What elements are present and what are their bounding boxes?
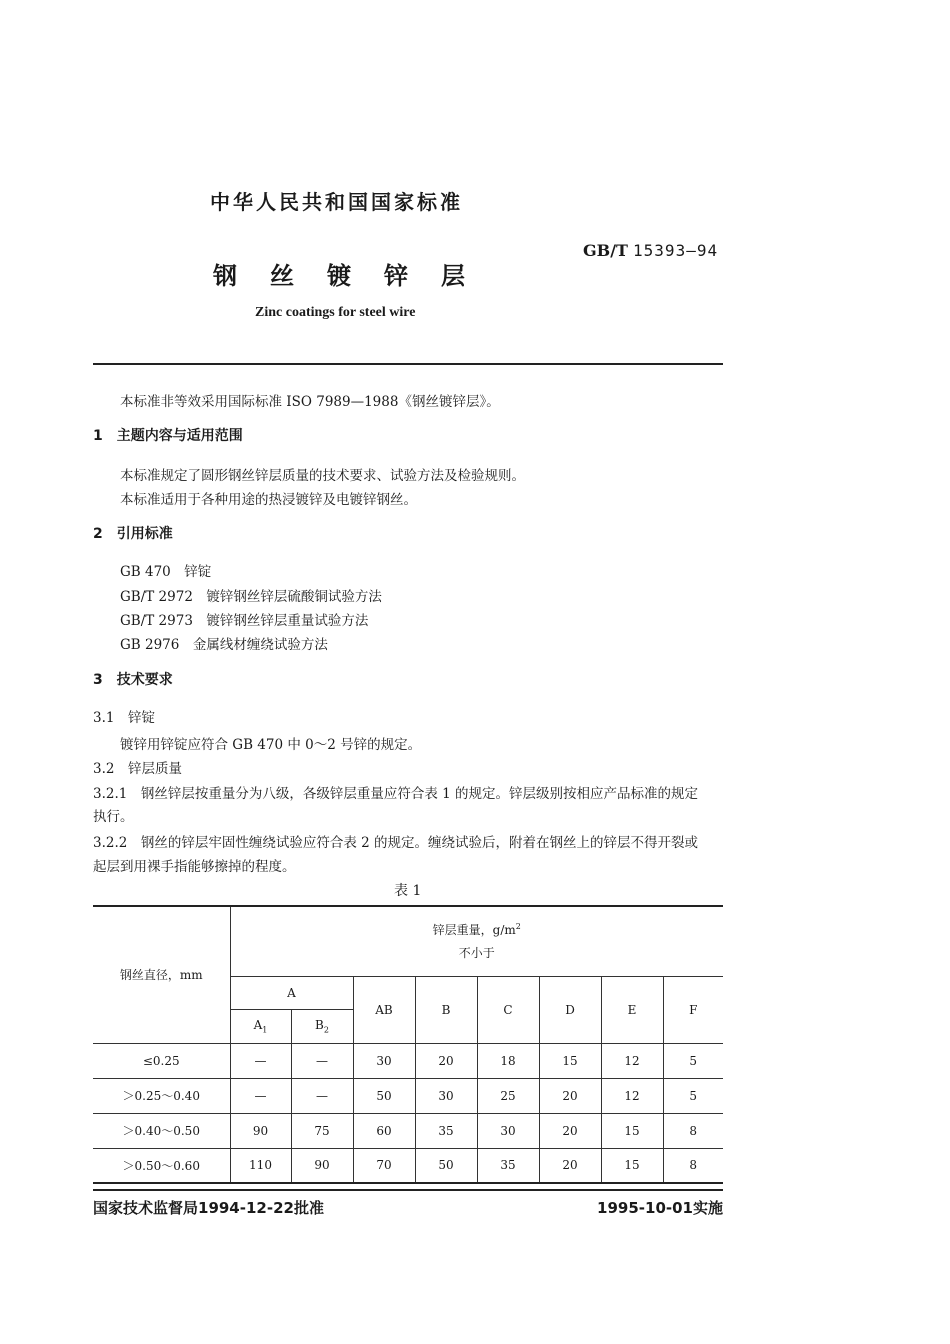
page-title-english: Zinc coatings for steel wire [255, 305, 416, 320]
value-cell: 30 [477, 1113, 539, 1148]
reference-item: GB 470 锌锭 [120, 564, 212, 580]
value-cell: 35 [415, 1113, 477, 1148]
section-3-1-text: 镀锌用锌锭应符合 GB 470 中 0～2 号锌的规定。 [120, 737, 422, 753]
value-cell: 35 [477, 1148, 539, 1183]
reference-item: GB/T 2972 镀锌钢丝锌层硫酸铜试验方法 [120, 589, 382, 605]
reference-item: GB 2976 金属线材缠绕试验方法 [120, 637, 328, 653]
value-cell: 20 [539, 1148, 601, 1183]
table-row [93, 1148, 723, 1183]
grade-group-a: A [230, 976, 353, 1009]
value-cell: 30 [415, 1078, 477, 1113]
zinc-weight-table [93, 905, 723, 1184]
header-divider [93, 363, 723, 365]
effective-date-note: 1995-10-01实施 [597, 1199, 723, 1217]
value-cell: 90 [230, 1113, 291, 1148]
value-cell: 15 [601, 1113, 663, 1148]
value-cell: 70 [353, 1148, 415, 1183]
footer-divider [93, 1189, 723, 1191]
section-3-2-title: 3.2 锌层质量 [93, 761, 182, 777]
value-cell: 5 [663, 1043, 723, 1078]
value-cell: — [291, 1078, 353, 1113]
standard-prefix: GB/T [583, 241, 628, 260]
value-cell: 60 [353, 1113, 415, 1148]
page-title: 钢丝镀锌层 [213, 262, 498, 290]
value-cell: — [230, 1043, 291, 1078]
table-row [93, 1043, 723, 1078]
grade-header: AB [353, 976, 415, 1043]
value-cell: 20 [539, 1078, 601, 1113]
value-cell: 18 [477, 1043, 539, 1078]
value-cell: 50 [415, 1148, 477, 1183]
diameter-cell: ＞0.40～0.50 [93, 1113, 230, 1148]
diameter-header [93, 906, 230, 1043]
value-cell: 75 [291, 1113, 353, 1148]
value-cell: 8 [663, 1148, 723, 1183]
grade-header: B [415, 976, 477, 1043]
table-caption: 表 1 [394, 883, 422, 899]
grade-header: F [663, 976, 723, 1043]
value-cell: 15 [601, 1148, 663, 1183]
section-2-heading: 2 引用标准 [93, 526, 173, 542]
grade-a1-label: A [253, 1017, 263, 1032]
value-cell: — [291, 1043, 353, 1078]
section-3-2-1-text-cont: 执行。 [93, 809, 134, 825]
grade-header: C [477, 976, 539, 1043]
section-1-paragraph-2: 本标准适用于各种用途的热浸镀锌及电镀锌钢丝。 [120, 492, 417, 508]
value-cell: 12 [601, 1078, 663, 1113]
grade-subheader-a1 [230, 1009, 291, 1043]
national-standard-label: 中华人民共和国国家标准 [210, 190, 463, 214]
value-cell: 20 [415, 1043, 477, 1078]
value-cell: 90 [291, 1148, 353, 1183]
value-cell: 110 [230, 1148, 291, 1183]
grade-header: D [539, 976, 601, 1043]
table-row [93, 1113, 723, 1148]
standard-number [583, 241, 718, 260]
grade-header: E [601, 976, 663, 1043]
value-cell: 50 [353, 1078, 415, 1113]
grade-b2-label: B [315, 1017, 324, 1032]
weight-header [230, 906, 723, 976]
value-cell: 12 [601, 1043, 663, 1078]
section-3-2-1-text: 3.2.1 钢丝锌层按重量分为八级，各级锌层重量应符合表 1 的规定。锌层级别按相应产品标准的规定 [93, 786, 699, 802]
value-cell: 30 [353, 1043, 415, 1078]
value-cell: 5 [663, 1078, 723, 1113]
value-cell: — [230, 1078, 291, 1113]
section-1-heading: 1 主题内容与适用范围 [93, 428, 243, 444]
reference-item: GB/T 2973 镀锌钢丝锌层重量试验方法 [120, 613, 369, 629]
weight-unit-exponent: 2 [515, 922, 521, 932]
weight-header-sub: 不小于 [458, 946, 495, 961]
section-1-paragraph-1: 本标准规定了圆形钢丝锌层质量的技术要求、试验方法及检验规则。 [120, 468, 525, 484]
diameter-cell: ≤0.25 [93, 1043, 230, 1078]
value-cell: 20 [539, 1113, 601, 1148]
section-3-heading: 3 技术要求 [93, 672, 173, 688]
grade-subheader-b2 [291, 1009, 353, 1043]
table-row [93, 1078, 723, 1113]
standard-code: 15393—94 [633, 241, 719, 260]
value-cell: 25 [477, 1078, 539, 1113]
diameter-header-label: 钢丝直径，mm [119, 968, 203, 983]
section-3-2-2-text: 3.2.2 钢丝的锌层牢固性缠绕试验应符合表 2 的规定。缠绕试验后，附着在钢丝上的锌层不得开裂或 [93, 835, 699, 851]
grade-a1-subscript: 1 [262, 1025, 268, 1035]
intro-text: 本标准非等效采用国际标准 ISO 7989—1988《钢丝镀锌层》。 [120, 394, 500, 410]
value-cell: 15 [539, 1043, 601, 1078]
weight-header-label: 锌层重量，g/m [432, 923, 516, 938]
section-3-2-2-text-cont: 起层到用裸手指能够擦掉的程度。 [93, 859, 296, 875]
section-3-1-title: 3.1 锌锭 [93, 710, 155, 726]
approval-note: 国家技术监督局1994-12-22批准 [93, 1199, 324, 1217]
value-cell: 8 [663, 1113, 723, 1148]
diameter-cell: ＞0.25～0.40 [93, 1078, 230, 1113]
diameter-cell: ＞0.50～0.60 [93, 1148, 230, 1183]
grade-b2-subscript: 2 [323, 1025, 329, 1035]
